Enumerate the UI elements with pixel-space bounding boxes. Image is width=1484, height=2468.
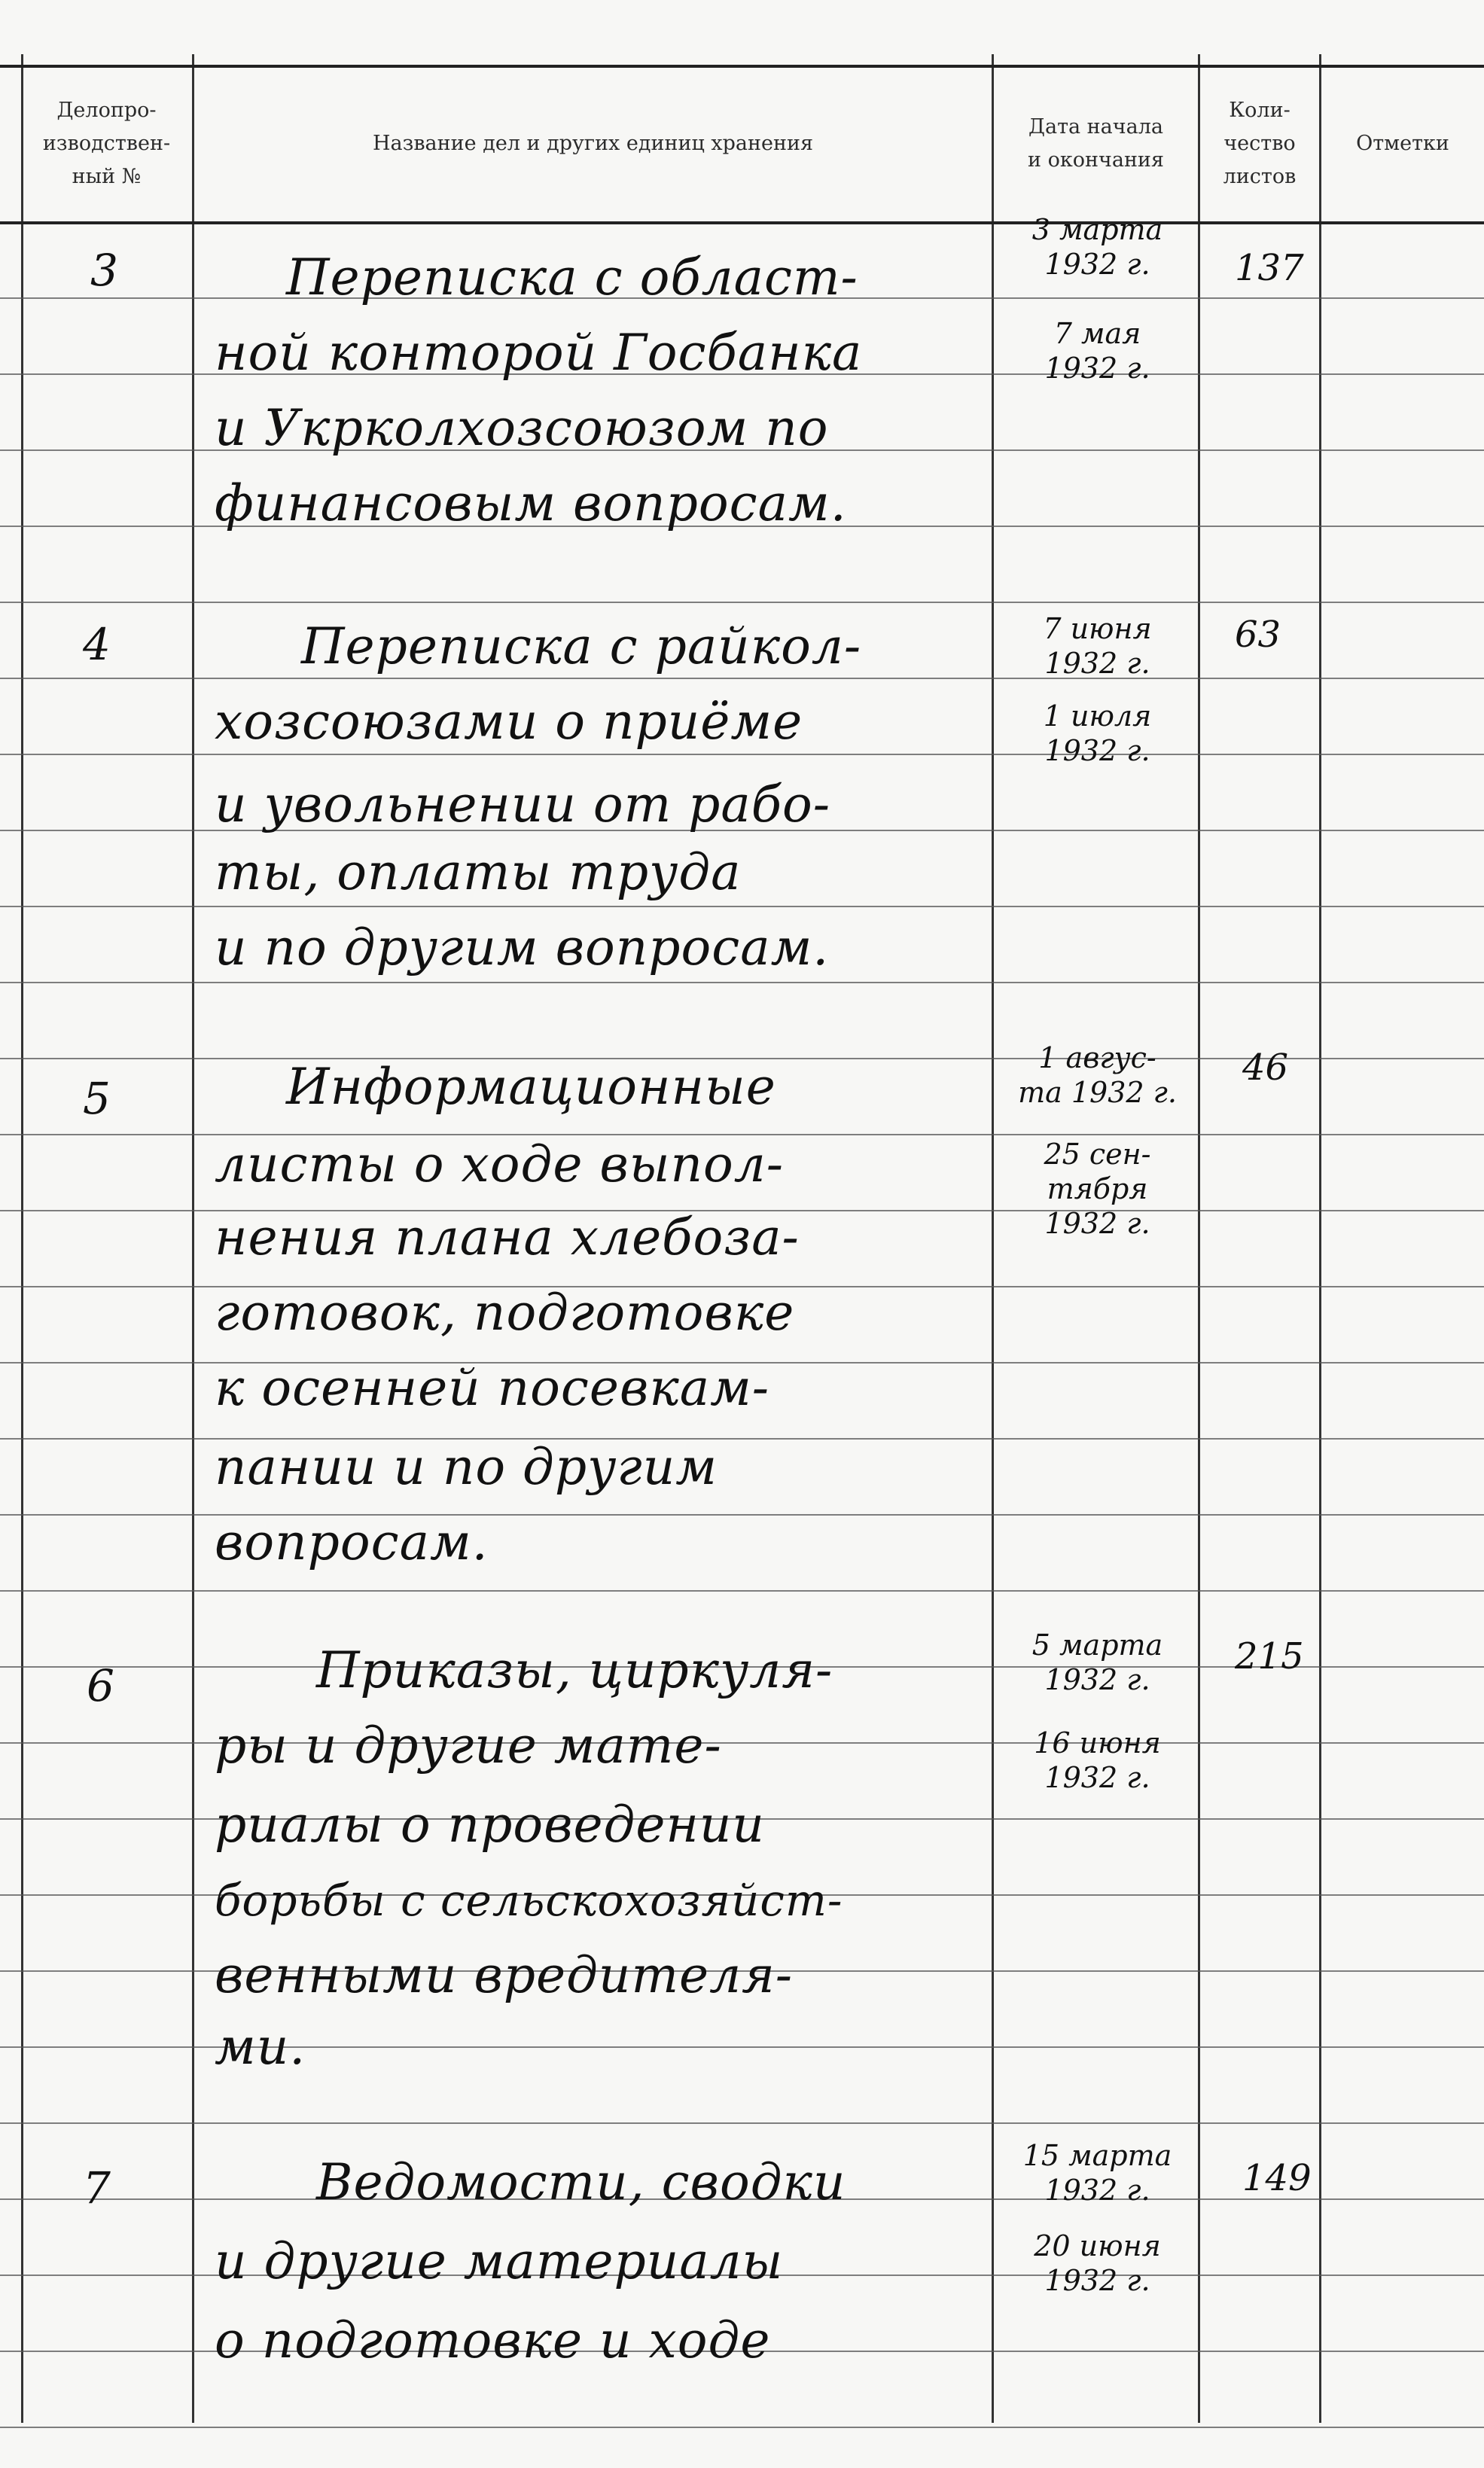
entry-title-line: финансовым вопросам.: [215, 474, 847, 532]
entry-title-line: венными вредителя-: [215, 1946, 794, 2004]
ruled-line: [0, 982, 1484, 983]
entry-number: 5: [83, 1073, 111, 1124]
entry-title-line: вопросам.: [215, 1513, 489, 1571]
entry-title-line: ры и другие мате-: [215, 1717, 722, 1775]
entry-title-line: и по другим вопросам.: [215, 919, 830, 977]
entry-title-line: ты, оплаты труда: [215, 843, 742, 901]
column-divider: [1319, 54, 1321, 2423]
entry-date-start: 7 июня 1932 г.: [1043, 612, 1152, 680]
entry-title-line: Приказы, циркуля-: [316, 1641, 833, 1699]
header-title-column: Название дел и других единиц хранения: [372, 132, 814, 155]
ruled-line: [0, 678, 1484, 679]
entry-date-end: 1 июля 1932 г.: [1043, 699, 1152, 767]
entry-number: 6: [87, 1660, 114, 1711]
entry-title-line: листы о ходе выпол-: [215, 1135, 785, 1193]
entry-title-line: нения плана хлебоза-: [215, 1208, 800, 1266]
entry-date-start: 1 авгус- та 1932 г.: [1018, 1041, 1177, 1109]
ruled-line: [0, 2427, 1484, 2428]
entry-date-start: 15 марта 1932 г.: [1022, 2139, 1172, 2207]
entry-title-line: борьбы с сельскохозяйст-: [215, 1875, 843, 1926]
entry-date-end: 16 июня 1932 г.: [1034, 1726, 1161, 1794]
entry-title-line: Информационные: [286, 1058, 776, 1116]
entry-title-line: к осенней посевкам-: [215, 1359, 770, 1417]
entry-sheet-count: 137: [1235, 247, 1304, 289]
ruled-line: [0, 1590, 1484, 1592]
entry-title-line: готовок, подготовке: [215, 1284, 795, 1342]
ruled-line: [0, 2122, 1484, 2124]
entry-date-end: 25 сен- тября 1932 г.: [1044, 1138, 1151, 1240]
ruled-line: [0, 906, 1484, 907]
entry-title-line: и другие материалы: [215, 2232, 784, 2290]
header-count-column: Коли- чество листов: [1223, 99, 1297, 188]
entry-sheet-count: 63: [1235, 614, 1281, 656]
entry-title-line: ной конторой Госбанка: [215, 324, 863, 382]
column-divider: [992, 54, 994, 2423]
entry-title-line: Переписка с райкол-: [301, 617, 862, 675]
entry-date-start: 5 марта 1932 г.: [1031, 1629, 1163, 1696]
entry-title-line: хозсоюзами о приёме: [215, 693, 803, 751]
column-divider: [21, 54, 23, 2423]
entry-number: 7: [83, 2162, 111, 2214]
entry-title-line: Переписка с област-: [286, 248, 858, 306]
ruled-line: [0, 754, 1484, 755]
entry-sheet-count: 215: [1235, 1635, 1304, 1677]
entry-sheet-count: 46: [1242, 1047, 1289, 1089]
entry-title-line: и Укрколхозсоюзом по: [215, 399, 829, 457]
header-notes-column: Отметки: [1356, 132, 1449, 155]
entry-sheet-count: 149: [1242, 2157, 1312, 2199]
entry-number: 4: [83, 619, 111, 670]
entry-title-line: о подготовке и ходе: [215, 2311, 771, 2369]
header-dates-column: Дата начала и окончания: [1028, 115, 1164, 172]
ruled-line: [0, 602, 1484, 603]
entry-title-line: Ведомости, сводки: [316, 2153, 846, 2211]
entry-date-end: 7 мая 1932 г.: [1044, 317, 1150, 385]
entry-title-line: пании и по другим: [215, 1438, 718, 1496]
entry-title-line: риалы о проведении: [215, 1796, 765, 1854]
entry-number: 3: [90, 245, 118, 296]
entry-title-line: ми.: [215, 2018, 306, 2076]
column-divider: [1198, 54, 1200, 2423]
entry-date-start: 3 марта 1932 г.: [1031, 213, 1163, 281]
header-number-column: Делопро- изводствен- ный №: [42, 99, 171, 188]
column-divider: [192, 54, 194, 2423]
entry-date-end: 20 июня 1932 г.: [1034, 2229, 1161, 2297]
entry-title-line: и увольнении от рабо-: [215, 775, 831, 833]
